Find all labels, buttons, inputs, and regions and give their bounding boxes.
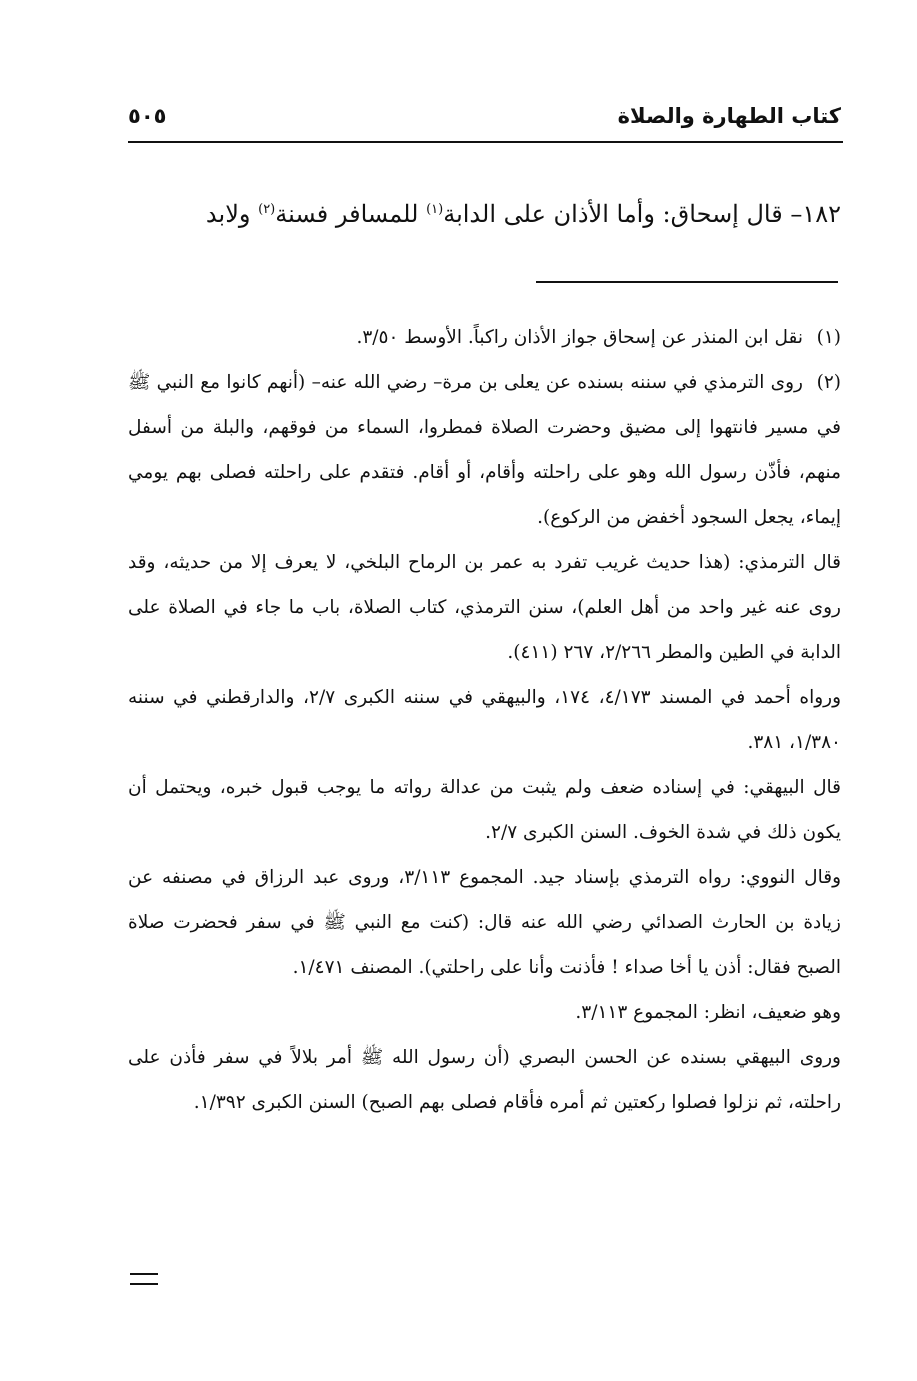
footnote-2-paragraph: قال الترمذي: (هذا حديث غريب تفرد به عمر بن الرماح البلخي، لا يعرف إلا من حديثه، وقد روى عنه غير واحد من أهل العلم)، سنن الترمذي، كتاب الصلاة، باب ما جاء في الصلاة على الدابة في الطين والمطر ٢/٢٦٦، ٢٦٧ (٤١١). bbox=[128, 552, 841, 663]
footnote-1-text: نقل ابن المنذر عن إسحاق جواز الأذان راكباً. الأوسط ٣/٥٠. bbox=[356, 327, 803, 348]
main-paragraph bbox=[126, 180, 841, 244]
header-rule bbox=[128, 141, 843, 143]
footnote-2-paragraph: وقال النووي: رواه الترمذي بإسناد جيد. المجموع ٣/١١٣، وروى عبد الرزاق في مصنفه عن زيادة بن الحارث الصدائي رضي الله عنه قال: (كنت مع النبي ﷺ في سفر فحضرت صلاة الصبح فقال: أذن يا أخا صداء ! فأذنت وأنا على راحلتي). المصنف ١/٤٧١. bbox=[128, 867, 841, 978]
footnote-1 bbox=[128, 315, 841, 360]
footnote-2-paragraph: وهو ضعيف، انظر: المجموع ٣/١١٣. bbox=[575, 1002, 841, 1023]
page-header bbox=[128, 104, 841, 140]
footnote-2-text: روى الترمذي في سننه بسنده عن يعلى بن مرة– رضي الله عنه– (أنهم كانوا مع النبي ﷺ في مسير فانتهوا إلى مضيق وحضرت الصلاة فمطروا، السماء من فوقهم، والبلة من أسفل منهم، فأذّن رسول الله وهو على راحلته وأقام، أو أقام. فتقدم على راحلته فصلى بهم يومي إيماء، يجعل السجود أخفض من الركوع). bbox=[128, 372, 841, 528]
main-text-part1: قال إسحاق: وأما الأذان على الدابة bbox=[443, 200, 791, 228]
running-title: كتاب الطهارة والصلاة bbox=[617, 104, 841, 128]
footnote-2-paragraph: ورواه أحمد في المسند ٤/١٧٣، ١٧٤، والبيهقي في سننه الكبرى ٢/٧، والدارقطني في سننه ١/٣٨٠، ٣٨١. bbox=[128, 687, 842, 753]
main-text-part3: ولابد bbox=[205, 200, 259, 228]
main-text-part2: للمسافر فسنة bbox=[275, 200, 427, 228]
footnote-separator bbox=[536, 281, 838, 283]
footnote-1-number: (١) bbox=[816, 327, 841, 348]
footnote-2 bbox=[128, 360, 841, 540]
footnotes bbox=[128, 315, 841, 1125]
footnote-2-paragraph: وروى البيهقي بسنده عن الحسن البصري (أن رسول الله ﷺ أمر بلالاً في سفر فأذن على راحلته، ثم نزلوا فصلوا ركعتين ثم أمره فأقام فصلى بهم الصبح) السنن الكبرى ١/٣٩٢. bbox=[128, 1047, 841, 1113]
footnote-ref-2: (٢) bbox=[258, 202, 276, 217]
footnote-ref-1: (١) bbox=[426, 202, 444, 217]
continuation-mark bbox=[130, 1273, 158, 1285]
footnote-2-number: (٢) bbox=[816, 372, 841, 393]
page-number: ٥٠٥ bbox=[128, 104, 167, 128]
footnote-2-paragraph: قال البيهقي: في إسناده ضعف ولم يثبت من عدالة رواته ما يوجب قبول خبره، ويحتمل أن يكون ذلك في شدة الخوف. السنن الكبرى ٢/٧. bbox=[128, 777, 841, 843]
paragraph-number: ١٨٢– bbox=[790, 200, 841, 228]
